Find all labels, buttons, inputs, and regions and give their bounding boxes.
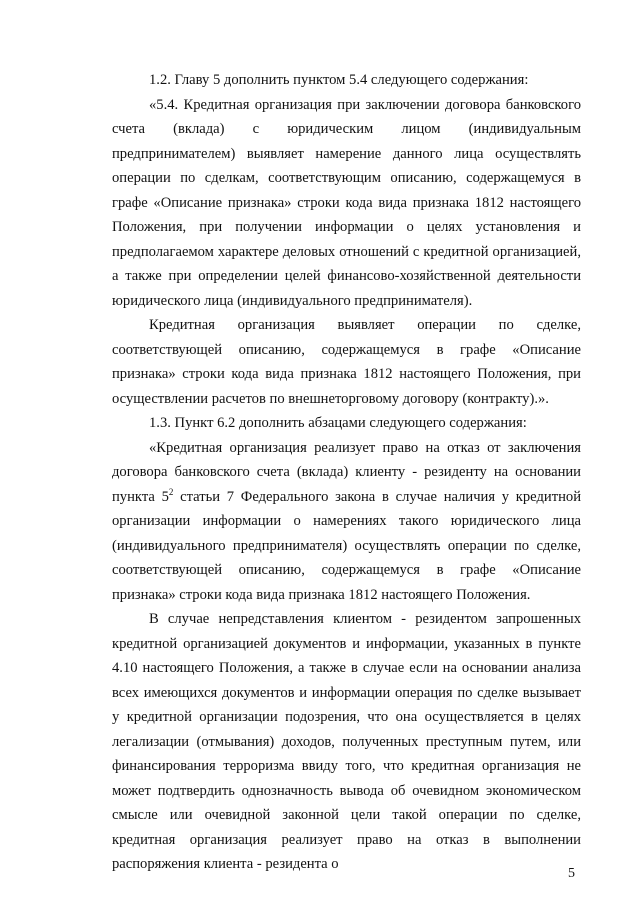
paragraph-1-2: 1.2. Главу 5 дополнить пунктом 5.4 следующего содержания: [149,72,529,88]
page-number: 5 [568,866,575,881]
paragraph-refusal-account [112,436,581,608]
paragraph-refusal-order: В случае непредставления клиентом - резидентом запрошенных кредитной организацией документов и информации, указанных в пункте 4.10 настоящего Положения, а также в случае если на основании анализа всех имеющихся документов и информации операция по сделке вызывает у кредитной организации подозрения, что она осуществляется в целях легализации (отмывания) доходов, полученных преступным путем, или финансирования терроризма ввиду того, что кредитная организация не может подтвердить однозначность вывода об очевидном экономическом смысле или очевидной законной цели такой операции по сделке, кредитная организация реализует право на отказ в выполнении распоряжения клиента - резидента о [112,611,581,872]
paragraph-5-4: «5.4. Кредитная организация при заключении договора банковского счета (вклада) с юридическим лицом (индивидуальным предпринимателем) выявляет намерение данного лица осуществлять операции по сделкам, соответствующим описанию, содержащемуся в графе «Описание признака» строки кода вида признака 1812 настоящего Положения, при получении информации о целях установления и предполагаемом характере деловых отношений с кредитной организацией, а также при определении целей финансово-хозяйственной деятельности юридического лица (индивидуального предпринимателя). [112,96,581,309]
paragraph-1-3: 1.3. Пункт 6.2 дополнить абзацами следующего содержания: [149,415,527,431]
paragraph-refusal-text-after: статьи 7 Федерального закона в случае наличия у кредитной организации информации о намерениях такого юридического лица (индивидуального предпринимателя) осуществлять операции по сделке, соответствующей описанию, содержащемуся в графе «Описание признака» строки кода вида признака 1812 настоящего Положения. [112,488,582,603]
document-body [112,68,581,877]
paragraph-operations: Кредитная организация выявляет операции по сделке, соответствующей описанию, содержащемуся в графе «Описание признака» строки кода вида признака 1812 настоящего Положения, при осуществлении расчетов по внешнеторговому договору (контракту).». [112,317,581,407]
paragraph-refusal-superscript: 2 [168,486,174,497]
paragraph-refusal-text-before: «Кредитная организация реализует право на отказ от заключения договора банковского счета (вклада) клиенту - резиденту на основании пункта 5 [112,439,581,505]
